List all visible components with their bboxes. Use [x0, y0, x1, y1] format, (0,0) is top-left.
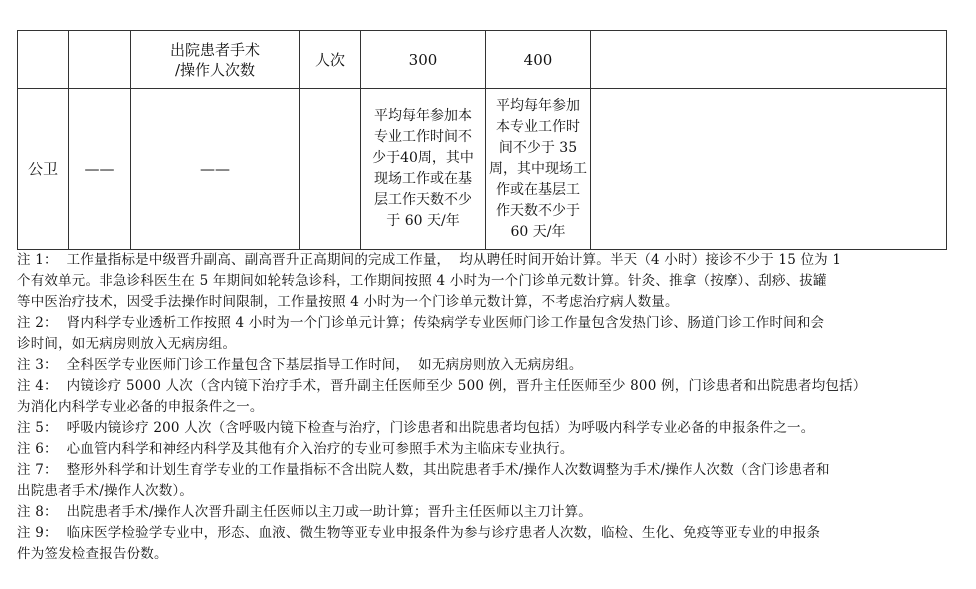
note-7: 注 7： 整形外科学和计划生育学专业的工作量指标不含出院人数，其出院患者手术/操作人次数调整为手术/操作人次数（含门诊患者和 出院患者手术/操作人次数）。 — [17, 462, 830, 499]
item-name: 出院患者手术 /操作人次数 — [169, 40, 260, 79]
table-cell — [591, 31, 947, 89]
dash: —— — [200, 160, 230, 178]
requirement-chief: 平均每年参加 本专业工作时 间不少于 35 周，其中现场工 作或在基层工 作天数不少于 60 天/年 — [489, 97, 587, 240]
table-cell — [131, 31, 300, 89]
note-8: 注 8： 出院患者手术/操作人次晋升副主任医师以主刀或一助计算；晋升主任医师以主刀计算。 — [17, 504, 593, 520]
workload-table — [17, 30, 947, 250]
unit: 人次 — [314, 50, 345, 69]
requirement-deputy: 平均每年参加本 专业工作时间不 少于40周，其中 现场工作或在基 层工作天数不少 于 60 天/年 — [372, 108, 474, 229]
table-row — [18, 31, 947, 89]
note-3: 注 3： 全科医学专业医师门诊工作量包含下基层指导工作时间， 如无病房则放入无病房组。 — [17, 357, 583, 373]
dash: —— — [84, 160, 115, 178]
note-6: 注 6： 心血管内科学和神经内科学及其他有介入治疗的专业可参照手术为主临床专业执行。 — [17, 441, 574, 457]
note-2: 注 2： 肾内科学专业透析工作按照 4 小时为一个门诊单元计算；传染病学专业医师门诊工作量包含发热门诊、肠道门诊工作时间和会 诊时间，如无病房则放入无病房组。 — [17, 315, 825, 352]
table-cell — [361, 89, 486, 250]
table-cell — [69, 89, 131, 250]
table-cell — [69, 31, 131, 89]
notes-section — [17, 250, 952, 565]
category: 公卫 — [27, 160, 58, 178]
table-cell — [131, 89, 300, 250]
table-cell — [18, 89, 69, 250]
note-5: 注 5： 呼吸内镜诊疗 200 人次（含呼吸内镜下检查与治疗，门诊患者和出院患者均包括）为呼吸内科学专业必备的申报条件之一。 — [17, 420, 815, 436]
table-cell — [300, 31, 361, 89]
note-4: 注 4： 内镜诊疗 5000 人次（含内镜下治疗手术，晋升副主任医师至少 500 例，晋升主任医师至少 800 例，门诊患者和出院患者均包括） 为消化内科学专业必备的申报条件之一。 — [17, 378, 867, 415]
table-row — [18, 89, 947, 250]
table-cell — [18, 31, 69, 89]
table-cell — [300, 89, 361, 250]
value-chief: 400 — [523, 50, 553, 69]
note-9: 注 9： 临床医学检验学专业中，形态、血液、微生物等亚专业申报条件为参与诊疗患者人次数，临检、生化、免疫等亚专业的申报条 件为签发检查报告份数。 — [17, 525, 821, 562]
table-cell — [591, 89, 947, 250]
note-1: 注 1： 工作量指标是中级晋升副高、副高晋升正高期间的完成工作量， 均从聘任时间开始计算。半天（4 小时）接诊不少于 15 位为 1 个有效单元。非急诊科医生在 5 年期间如轮转急诊科，工作期间按照 4 小时为一个门诊单元数计算。针灸、推拿（按摩）、刮痧、拔罐 等中医治疗技术，因受手法操作时间限制，工作量按照 4 小时为一个门诊单元数计算，不考虑治疗病人数量。 — [17, 252, 842, 310]
value-deputy: 300 — [408, 50, 438, 69]
table-cell — [486, 31, 591, 89]
table-cell — [361, 31, 486, 89]
table-cell — [486, 89, 591, 250]
